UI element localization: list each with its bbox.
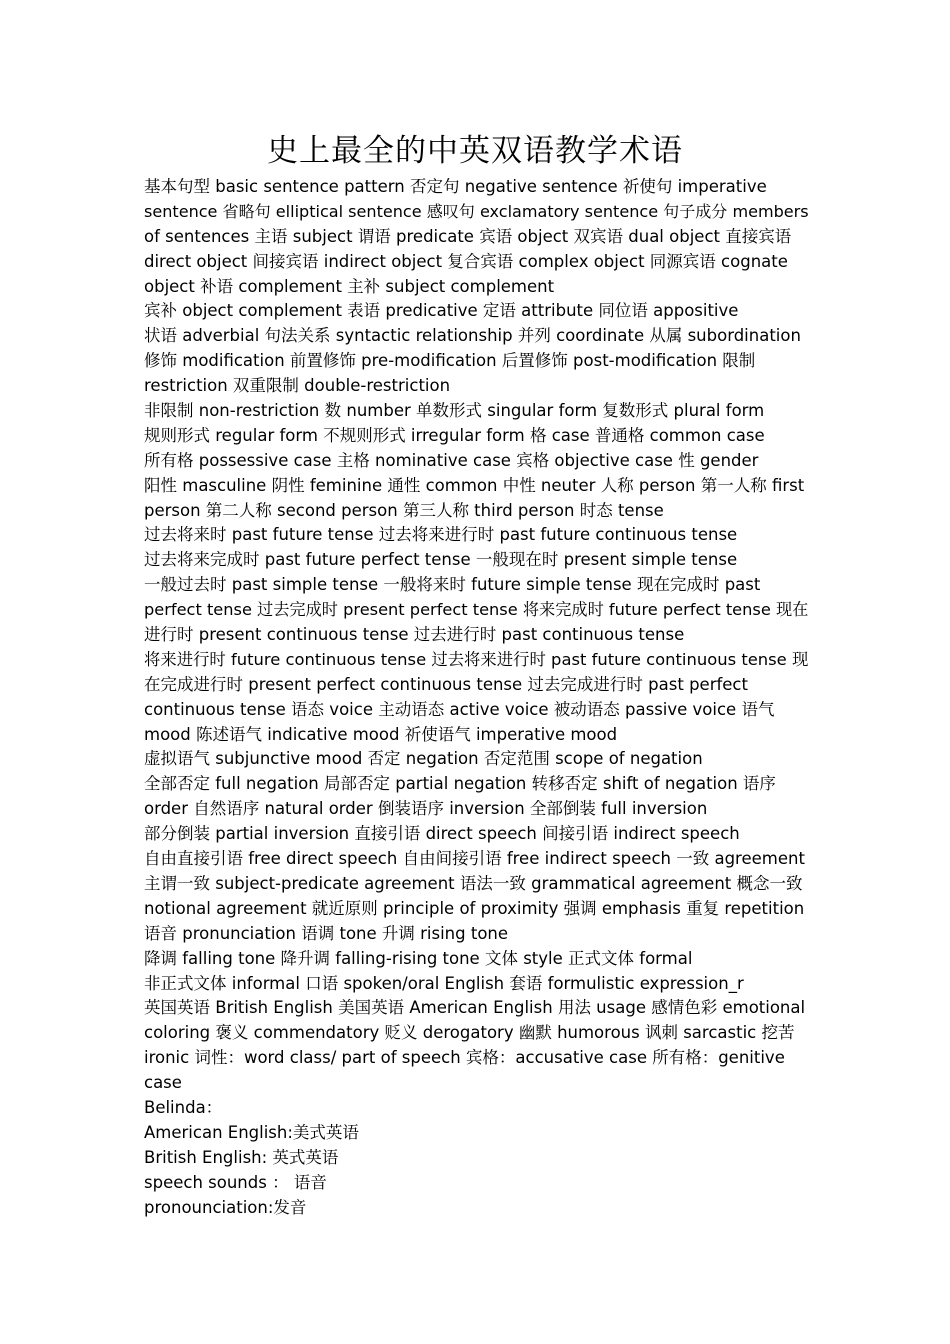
- text-line: coloring 褒义 commendatory 贬义 derogatory 幽默 humorous 讽刺 sarcastic 挖苦: [144, 1023, 795, 1043]
- text-line: continuous tense 语态 voice 主动语态 active voice 被动语态 passive voice 语气: [144, 699, 775, 719]
- text-line: 宾补 object complement 表语 predicative 定语 attribute 同位语 appositive: [144, 301, 739, 321]
- text-line: 一般过去时 past simple tense 一般将来时 future simple tense 现在完成时 past: [144, 575, 761, 595]
- text-line: 在完成进行时 present perfect continuous tense 过去完成进行时 past perfect: [144, 674, 748, 694]
- text-line: 语音 pronunciation 语调 tone 升调 rising tone: [144, 923, 509, 943]
- text-line: 基本句型 basic sentence pattern 否定句 negative sentence 祈使句 imperative: [144, 177, 767, 196]
- text-line: 将来进行时 future continuous tense 过去将来进行时 past future continuous tense 现: [144, 649, 809, 669]
- text-line: order 自然语序 natural order 倒装语序 inversion 全部倒装 full inversion: [144, 799, 708, 819]
- text-line: direct object 间接宾语 indirect object 复合宾语 complex object 同源宾语 cognate: [144, 251, 788, 271]
- text-line: notional agreement 就近原则 principle of proximity 强调 emphasis 重复 repetition: [144, 898, 805, 918]
- text-line: American English:美式英语: [144, 1122, 359, 1142]
- text-line: 非正式文体 informal 口语 spoken/oral English 套语 formulistic expression_r: [144, 973, 744, 993]
- text-line: 过去将来时 past future tense 过去将来进行时 past future continuous tense: [144, 525, 738, 545]
- text-line: 自由直接引语 free direct speech 自由间接引语 free indirect speech 一致 agreement: [144, 849, 805, 869]
- text-line: 状语 adverbial 句法关系 syntactic relationship 并列 coordinate 从属 subordination: [144, 326, 801, 346]
- text-line: 降调 falling tone 降升调 falling-rising tone 文体 style 正式文体 formal: [144, 948, 693, 968]
- text-line: 修饰 modification 前置修饰 pre-modification 后置修饰 post-modification 限制: [144, 351, 756, 371]
- text-line: object 补语 complement 主补 subject complement: [144, 276, 555, 296]
- text-line: 英国英语 British English 美国英语 American English 用法 usage 感情色彩 emotional: [144, 998, 806, 1018]
- text-line: 非限制 non-restriction 数 number 单数形式 singular form 复数形式 plural form: [144, 401, 765, 421]
- text-line: perfect tense 过去完成时 present perfect tense 将来完成时 future perfect tense 现在: [144, 600, 809, 620]
- text-line: person 第二人称 second person 第三人称 third person 时态 tense: [144, 500, 664, 520]
- text-line: speech sounds ： 语音: [144, 1172, 327, 1192]
- text-line: of sentences 主语 subject 谓语 predicate 宾语 object 双宾语 dual object 直接宾语: [144, 226, 792, 246]
- text-line: 部分倒装 partial inversion 直接引语 direct speech 间接引语 indirect speech: [144, 824, 740, 844]
- document-title: 史上最全的中英双语教学术语: [267, 133, 683, 169]
- text-line: restriction 双重限制 double-restriction: [144, 376, 451, 396]
- document-body: [144, 175, 809, 1220]
- text-line: Belinda：: [144, 1097, 223, 1117]
- text-line: sentence 省略句 elliptical sentence 感叹句 exclamatory sentence 句子成分 members: [144, 201, 809, 221]
- text-line: 过去将来完成时 past future perfect tense 一般现在时 present simple tense: [144, 550, 738, 570]
- text-line: 所有格 possessive case 主格 nominative case 宾格 objective case 性 gender: [144, 450, 759, 470]
- text-line: mood 陈述语气 indicative mood 祈使语气 imperative mood: [144, 724, 618, 744]
- text-line: 虚拟语气 subjunctive mood 否定 negation 否定范围 scope of negation: [144, 749, 703, 769]
- text-line: 阳性 masculine 阴性 feminine 通性 common 中性 neuter 人称 person 第一人称 first: [144, 475, 805, 495]
- text-line: 主谓一致 subject-predicate agreement 语法一致 grammatical agreement 概念一致: [144, 873, 803, 893]
- text-line: 规则形式 regular form 不规则形式 irregular form 格 case 普通格 common case: [144, 425, 765, 445]
- text-line: pronounciation:发音: [144, 1197, 307, 1217]
- text-line: 全部否定 full negation 局部否定 partial negation 转移否定 shift of negation 语序: [144, 774, 776, 794]
- text-line: ironic 词性：word class/ part of speech 宾格：accusative case 所有格：genitive: [144, 1048, 785, 1068]
- text-line: case: [144, 1073, 182, 1093]
- text-line: British English: 英式英语: [144, 1147, 339, 1167]
- text-line: 进行时 present continuous tense 过去进行时 past continuous tense: [144, 625, 685, 645]
